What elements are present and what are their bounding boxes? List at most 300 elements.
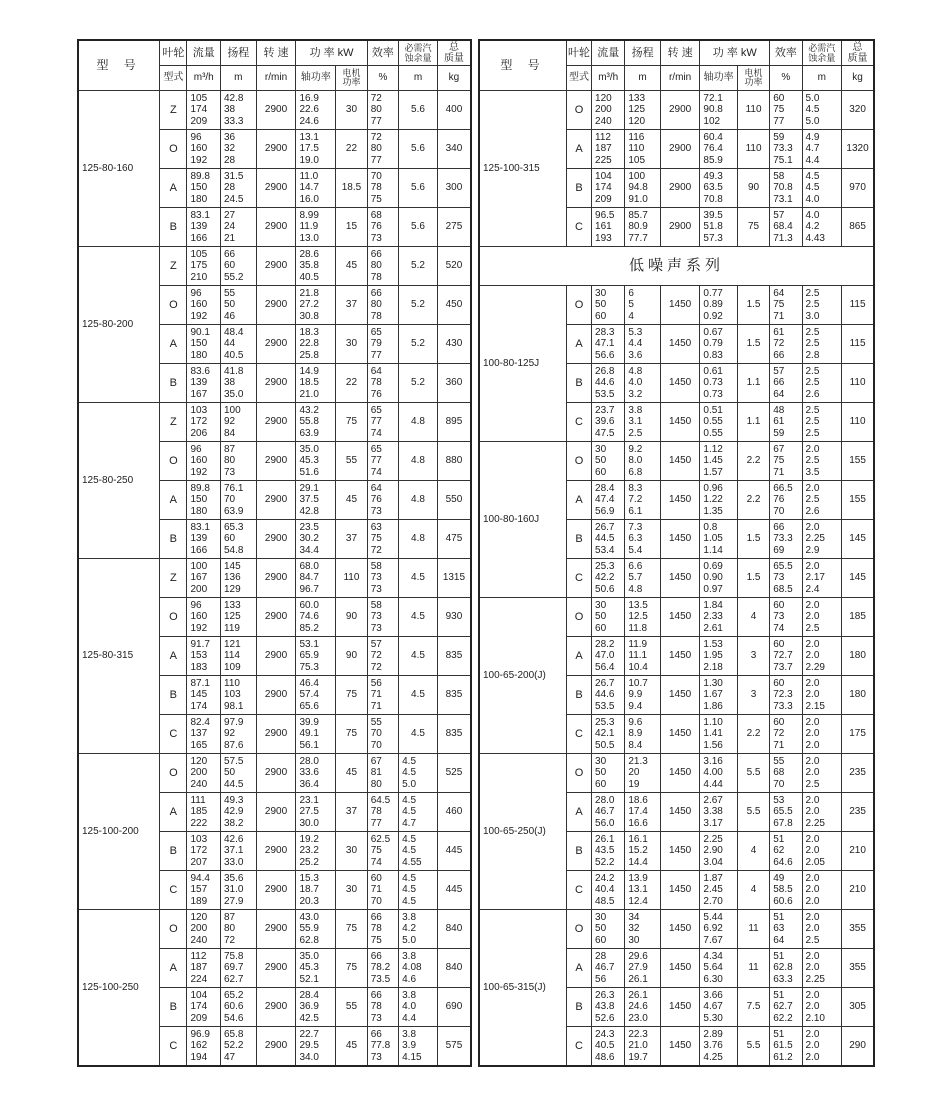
- flow-cell: 83.6 139 167: [187, 364, 221, 403]
- col-head-unit: m: [221, 66, 257, 91]
- motor-power-cell: 7.5: [737, 988, 769, 1027]
- flow-cell: 104 174 209: [187, 988, 221, 1027]
- flow-cell: 90.1 150 180: [187, 325, 221, 364]
- head-cell: 9.6 8.9 8.4: [625, 715, 660, 754]
- pump-table-left: [77, 39, 472, 1067]
- impeller-type-cell: B: [160, 988, 187, 1027]
- pump-model-cell: 100-80-160J: [479, 442, 567, 598]
- motor-power-cell: 5.5: [737, 793, 769, 832]
- motor-power-cell: 4: [737, 598, 769, 637]
- head-cell: 65.8 52.2 47: [221, 1027, 257, 1067]
- speed-cell: 2900: [256, 208, 296, 247]
- speed-cell: 1450: [660, 598, 700, 637]
- flow-cell: 24.2 40.4 48.5: [592, 871, 625, 910]
- efficiency-cell: 58 70.8 73.1: [770, 169, 802, 208]
- mass-cell: 865: [842, 208, 874, 247]
- flow-cell: 96 160 192: [187, 442, 221, 481]
- pump-model-cell: 125-80-315: [78, 559, 160, 754]
- impeller-type-cell: A: [567, 481, 592, 520]
- efficiency-cell: 72 80 77: [367, 91, 398, 130]
- npsh-cell: 5.6: [399, 91, 438, 130]
- motor-power-cell: 45: [336, 247, 367, 286]
- efficiency-cell: 55 70 70: [367, 715, 398, 754]
- shaft-power-cell: 72.1 90.8 102: [700, 91, 738, 130]
- flow-cell: 104 174 209: [592, 169, 625, 208]
- pump-table-right: [478, 39, 875, 1067]
- impeller-type-cell: C: [160, 715, 187, 754]
- npsh-cell: 4.8: [399, 403, 438, 442]
- speed-cell: 1450: [660, 325, 700, 364]
- speed-cell: 2900: [256, 91, 296, 130]
- shaft-power-cell: 28.6 35.8 40.5: [296, 247, 336, 286]
- npsh-cell: 3.8 4.2 5.0: [399, 910, 438, 949]
- efficiency-cell: 60 72.3 73.3: [770, 676, 802, 715]
- mass-cell: 430: [437, 325, 471, 364]
- motor-power-cell: 45: [336, 1027, 367, 1067]
- npsh-cell: 2.0 2.0 2.0: [802, 1027, 842, 1067]
- head-cell: 42.8 38 33.3: [221, 91, 257, 130]
- speed-cell: 2900: [256, 676, 296, 715]
- npsh-cell: 5.6: [399, 208, 438, 247]
- flow-cell: 96 160 192: [187, 598, 221, 637]
- speed-cell: 2900: [256, 520, 296, 559]
- mass-cell: 275: [437, 208, 471, 247]
- pump-model-cell: 100-80-125J: [479, 286, 567, 442]
- flow-cell: 94.4 157 189: [187, 871, 221, 910]
- mass-cell: 930: [437, 598, 471, 637]
- speed-cell: 2900: [256, 715, 296, 754]
- col-speed-unit: r/min: [256, 66, 296, 91]
- shaft-power-cell: 2.89 3.76 4.25: [700, 1027, 738, 1067]
- col-mass-header: 总 质量: [437, 40, 471, 66]
- impeller-type-cell: A: [567, 949, 592, 988]
- mass-cell: 400: [437, 91, 471, 130]
- speed-cell: 2900: [256, 910, 296, 949]
- motor-power-cell: 15: [336, 208, 367, 247]
- npsh-cell: 2.5 2.5 2.5: [802, 403, 842, 442]
- npsh-cell: 5.2: [399, 247, 438, 286]
- efficiency-cell: 57 72 72: [367, 637, 398, 676]
- efficiency-cell: 60 75 77: [770, 91, 802, 130]
- shaft-power-cell: 13.1 17.5 19.0: [296, 130, 336, 169]
- efficiency-cell: 64.5 78 77: [367, 793, 398, 832]
- efficiency-cell: 66 80 78: [367, 247, 398, 286]
- mass-cell: 180: [842, 676, 874, 715]
- npsh-cell: 2.0 2.0 2.5: [802, 910, 842, 949]
- impeller-type-cell: C: [567, 403, 592, 442]
- col-mass-unit: kg: [842, 66, 874, 91]
- mass-cell: 840: [437, 949, 471, 988]
- shaft-power-cell: 1.87 2.45 2.70: [700, 871, 738, 910]
- head-cell: 116 110 105: [625, 130, 660, 169]
- efficiency-cell: 64 76 73: [367, 481, 398, 520]
- impeller-type-cell: B: [160, 676, 187, 715]
- impeller-type-cell: B: [567, 676, 592, 715]
- mass-cell: 895: [437, 403, 471, 442]
- pump-model-cell: 125-80-200: [78, 247, 160, 403]
- mass-cell: 525: [437, 754, 471, 793]
- impeller-type-cell: C: [160, 1027, 187, 1067]
- col-model-header: 型 号: [78, 40, 160, 91]
- mass-cell: 305: [842, 988, 874, 1027]
- section-row: [479, 247, 874, 286]
- npsh-cell: 2.0 2.0 2.5: [802, 754, 842, 793]
- impeller-type-cell: A: [160, 637, 187, 676]
- mass-cell: 110: [842, 403, 874, 442]
- shaft-power-cell: 43.0 55.9 62.8: [296, 910, 336, 949]
- section-title: 低噪声系列: [479, 247, 874, 286]
- mass-cell: 575: [437, 1027, 471, 1067]
- col-npsh-header: 必需汽 蚀余量: [802, 40, 842, 66]
- npsh-cell: 4.8: [399, 481, 438, 520]
- efficiency-cell: 60 73 74: [770, 598, 802, 637]
- npsh-cell: 2.0 2.0 2.0: [802, 871, 842, 910]
- efficiency-cell: 64 75 71: [770, 286, 802, 325]
- shaft-power-cell: 0.51 0.55 0.55: [700, 403, 738, 442]
- motor-power-cell: 3: [737, 676, 769, 715]
- speed-cell: 2900: [256, 637, 296, 676]
- speed-cell: 2900: [256, 403, 296, 442]
- speed-cell: 1450: [660, 949, 700, 988]
- efficiency-cell: 58 73 73: [367, 598, 398, 637]
- impeller-type-cell: C: [567, 208, 592, 247]
- motor-power-cell: 30: [336, 325, 367, 364]
- impeller-type-cell: O: [567, 598, 592, 637]
- impeller-type-cell: O: [160, 286, 187, 325]
- motor-power-cell: 1.5: [737, 559, 769, 598]
- shaft-power-cell: 35.0 45.3 51.6: [296, 442, 336, 481]
- impeller-type-cell: A: [160, 325, 187, 364]
- head-cell: 6.6 5.7 4.8: [625, 559, 660, 598]
- col-impeller-sub: 型式: [160, 66, 187, 91]
- impeller-type-cell: Z: [160, 91, 187, 130]
- col-flow-unit: m³/h: [187, 66, 221, 91]
- efficiency-cell: 70 78 75: [367, 169, 398, 208]
- shaft-power-cell: 29.1 37.5 42.8: [296, 481, 336, 520]
- table-row: [78, 559, 471, 598]
- npsh-cell: 2.0 2.5 2.6: [802, 481, 842, 520]
- mass-cell: 235: [842, 793, 874, 832]
- npsh-cell: 2.0 2.0 2.15: [802, 676, 842, 715]
- shaft-power-cell: 0.61 0.73 0.73: [700, 364, 738, 403]
- motor-power-cell: 22: [336, 364, 367, 403]
- head-cell: 26.1 24.6 23.0: [625, 988, 660, 1027]
- efficiency-cell: 51 61.5 61.2: [770, 1027, 802, 1067]
- impeller-type-cell: C: [567, 715, 592, 754]
- impeller-type-cell: O: [160, 598, 187, 637]
- col-flow-header: 流量: [592, 40, 625, 66]
- shaft-power-cell: 1.53 1.95 2.18: [700, 637, 738, 676]
- efficiency-cell: 53 65.5 67.8: [770, 793, 802, 832]
- impeller-type-cell: B: [567, 988, 592, 1027]
- efficiency-cell: 58 73 73: [367, 559, 398, 598]
- flow-cell: 105 174 209: [187, 91, 221, 130]
- efficiency-cell: 66 78 73: [367, 988, 398, 1027]
- npsh-cell: 4.8: [399, 442, 438, 481]
- col-eff-unit: %: [770, 66, 802, 91]
- speed-cell: 2900: [256, 130, 296, 169]
- col-power-header: 功 率 kW: [700, 40, 770, 66]
- npsh-cell: 2.5 2.5 3.0: [802, 286, 842, 325]
- shaft-power-cell: 3.16 4.00 4.44: [700, 754, 738, 793]
- impeller-type-cell: B: [160, 832, 187, 871]
- motor-power-cell: 45: [336, 754, 367, 793]
- motor-power-cell: 90: [336, 598, 367, 637]
- head-cell: 65.2 60.6 54.6: [221, 988, 257, 1027]
- npsh-cell: 5.2: [399, 286, 438, 325]
- head-cell: 6 5 4: [625, 286, 660, 325]
- npsh-cell: 4.0 4.2 4.43: [802, 208, 842, 247]
- flow-cell: 26.8 44.6 53.5: [592, 364, 625, 403]
- head-cell: 35.6 31.0 27.9: [221, 871, 257, 910]
- shaft-power-cell: 0.96 1.22 1.35: [700, 481, 738, 520]
- npsh-cell: 2.0 2.25 2.9: [802, 520, 842, 559]
- table-row: [479, 91, 874, 130]
- mass-cell: 145: [842, 520, 874, 559]
- pump-model-cell: 100-65-315(J): [479, 910, 567, 1067]
- flow-cell: 100 167 200: [187, 559, 221, 598]
- shaft-power-cell: 15.3 18.7 20.3: [296, 871, 336, 910]
- head-cell: 75.8 69.7 62.7: [221, 949, 257, 988]
- speed-cell: 1450: [660, 793, 700, 832]
- efficiency-cell: 66 78 75: [367, 910, 398, 949]
- pump-model-cell: 100-65-250(J): [479, 754, 567, 910]
- col-shaft-power: 轴功率: [700, 66, 738, 91]
- speed-cell: 2900: [256, 325, 296, 364]
- flow-cell: 111 185 222: [187, 793, 221, 832]
- mass-cell: 445: [437, 871, 471, 910]
- mass-cell: 175: [842, 715, 874, 754]
- speed-cell: 2900: [256, 559, 296, 598]
- motor-power-cell: 2.2: [737, 715, 769, 754]
- speed-cell: 2900: [256, 871, 296, 910]
- speed-cell: 1450: [660, 520, 700, 559]
- npsh-cell: 2.0 2.5 3.5: [802, 442, 842, 481]
- shaft-power-cell: 68.0 84.7 96.7: [296, 559, 336, 598]
- flow-cell: 30 50 60: [592, 910, 625, 949]
- impeller-type-cell: O: [160, 910, 187, 949]
- head-cell: 27 24 21: [221, 208, 257, 247]
- motor-power-cell: 90: [336, 637, 367, 676]
- head-cell: 76.1 70 63.9: [221, 481, 257, 520]
- shaft-power-cell: 5.44 6.92 7.67: [700, 910, 738, 949]
- head-cell: 100 92 84: [221, 403, 257, 442]
- speed-cell: 2900: [256, 1027, 296, 1067]
- impeller-type-cell: O: [567, 442, 592, 481]
- mass-cell: 355: [842, 949, 874, 988]
- impeller-type-cell: A: [160, 169, 187, 208]
- flow-cell: 87.1 145 174: [187, 676, 221, 715]
- mass-cell: 145: [842, 559, 874, 598]
- flow-cell: 120 200 240: [592, 91, 625, 130]
- motor-power-cell: 75: [737, 208, 769, 247]
- flow-cell: 83.1 139 166: [187, 208, 221, 247]
- speed-cell: 2900: [256, 793, 296, 832]
- efficiency-cell: 56 71 71: [367, 676, 398, 715]
- head-cell: 13.5 12.5 11.8: [625, 598, 660, 637]
- col-mass-unit: kg: [437, 66, 471, 91]
- head-cell: 11.9 11.1 10.4: [625, 637, 660, 676]
- efficiency-cell: 60 72.7 73.7: [770, 637, 802, 676]
- flow-cell: 91.7 153 183: [187, 637, 221, 676]
- col-eff-header: 效率: [367, 40, 398, 66]
- head-cell: 121 114 109: [221, 637, 257, 676]
- mass-cell: 450: [437, 286, 471, 325]
- speed-cell: 2900: [256, 286, 296, 325]
- col-flow-header: 流量: [187, 40, 221, 66]
- impeller-type-cell: A: [160, 481, 187, 520]
- head-cell: 66 60 55.2: [221, 247, 257, 286]
- motor-power-cell: 110: [737, 130, 769, 169]
- impeller-type-cell: B: [567, 520, 592, 559]
- shaft-power-cell: 1.10 1.41 1.56: [700, 715, 738, 754]
- flow-cell: 96.9 162 194: [187, 1027, 221, 1067]
- flow-cell: 26.1 43.5 52.2: [592, 832, 625, 871]
- speed-cell: 2900: [660, 91, 700, 130]
- impeller-type-cell: A: [567, 793, 592, 832]
- motor-power-cell: 2.2: [737, 481, 769, 520]
- efficiency-cell: 65.5 73 68.5: [770, 559, 802, 598]
- flow-cell: 30 50 60: [592, 442, 625, 481]
- head-cell: 41.8 38 35.0: [221, 364, 257, 403]
- efficiency-cell: 51 62.7 62.2: [770, 988, 802, 1027]
- pump-model-cell: 125-100-315: [479, 91, 567, 247]
- table-row: [78, 910, 471, 949]
- mass-cell: 110: [842, 364, 874, 403]
- speed-cell: 2900: [256, 364, 296, 403]
- motor-power-cell: 75: [336, 910, 367, 949]
- impeller-type-cell: B: [160, 364, 187, 403]
- npsh-cell: 2.0 2.0 2.25: [802, 949, 842, 988]
- head-cell: 21.3 20 19: [625, 754, 660, 793]
- npsh-cell: 2.5 2.5 2.8: [802, 325, 842, 364]
- impeller-type-cell: B: [567, 364, 592, 403]
- shaft-power-cell: 60.4 76.4 85.9: [700, 130, 738, 169]
- efficiency-cell: 65 77 74: [367, 403, 398, 442]
- efficiency-cell: 66 80 78: [367, 286, 398, 325]
- npsh-cell: 4.5 4.5 4.0: [802, 169, 842, 208]
- flow-cell: 105 175 210: [187, 247, 221, 286]
- speed-cell: 2900: [256, 169, 296, 208]
- npsh-cell: 2.0 2.0 2.10: [802, 988, 842, 1027]
- speed-cell: 1450: [660, 832, 700, 871]
- head-cell: 49.3 42.9 38.2: [221, 793, 257, 832]
- npsh-cell: 2.0 2.0 2.0: [802, 715, 842, 754]
- table-row: [78, 403, 471, 442]
- head-cell: 8.3 7.2 6.1: [625, 481, 660, 520]
- col-npsh-unit: m: [802, 66, 842, 91]
- speed-cell: 1450: [660, 286, 700, 325]
- motor-power-cell: 110: [336, 559, 367, 598]
- motor-power-cell: 75: [336, 403, 367, 442]
- efficiency-cell: 51 62 64.6: [770, 832, 802, 871]
- npsh-cell: 5.6: [399, 169, 438, 208]
- shaft-power-cell: 35.0 45.3 52.1: [296, 949, 336, 988]
- pump-model-cell: 125-80-160: [78, 91, 160, 247]
- shaft-power-cell: 11.0 14.7 16.0: [296, 169, 336, 208]
- head-cell: 133 125 119: [221, 598, 257, 637]
- flow-cell: 23.7 39.6 47.5: [592, 403, 625, 442]
- efficiency-cell: 62.5 75 74: [367, 832, 398, 871]
- impeller-type-cell: Z: [160, 247, 187, 286]
- flow-cell: 112 187 224: [187, 949, 221, 988]
- efficiency-cell: 66 77.8 73: [367, 1027, 398, 1067]
- col-eff-header: 效率: [770, 40, 802, 66]
- shaft-power-cell: 2.67 3.38 3.17: [700, 793, 738, 832]
- motor-power-cell: 1.1: [737, 364, 769, 403]
- flow-cell: 26.3 43.8 52.6: [592, 988, 625, 1027]
- efficiency-cell: 61 72 66: [770, 325, 802, 364]
- head-cell: 55 50 46: [221, 286, 257, 325]
- npsh-cell: 3.8 3.9 4.15: [399, 1027, 438, 1067]
- motor-power-cell: 75: [336, 949, 367, 988]
- motor-power-cell: 90: [737, 169, 769, 208]
- shaft-power-cell: 22.7 29.5 34.0: [296, 1027, 336, 1067]
- head-cell: 57.5 50 44.5: [221, 754, 257, 793]
- impeller-type-cell: B: [567, 169, 592, 208]
- head-cell: 7.3 6.3 5.4: [625, 520, 660, 559]
- shaft-power-cell: 21.8 27.2 30.8: [296, 286, 336, 325]
- mass-cell: 155: [842, 442, 874, 481]
- head-cell: 85.7 80.9 77.7: [625, 208, 660, 247]
- mass-cell: 355: [842, 910, 874, 949]
- shaft-power-cell: 49.3 63.5 70.8: [700, 169, 738, 208]
- impeller-type-cell: C: [567, 559, 592, 598]
- flow-cell: 30 50 60: [592, 754, 625, 793]
- flow-cell: 120 200 240: [187, 910, 221, 949]
- speed-cell: 2900: [256, 598, 296, 637]
- motor-power-cell: 18.5: [336, 169, 367, 208]
- impeller-type-cell: O: [567, 286, 592, 325]
- col-mass-header: 总 质量: [842, 40, 874, 66]
- speed-cell: 2900: [256, 754, 296, 793]
- shaft-power-cell: 2.25 2.90 3.04: [700, 832, 738, 871]
- head-cell: 48.4 44 40.5: [221, 325, 257, 364]
- col-npsh-header: 必需汽 蚀余量: [399, 40, 438, 66]
- shaft-power-cell: 18.3 22.8 25.8: [296, 325, 336, 364]
- shaft-power-cell: 39.9 49.1 56.1: [296, 715, 336, 754]
- col-impeller-header: 叶轮: [160, 40, 187, 66]
- flow-cell: 28 46.7 56: [592, 949, 625, 988]
- mass-cell: 185: [842, 598, 874, 637]
- efficiency-cell: 51 63 64: [770, 910, 802, 949]
- speed-cell: 2900: [256, 247, 296, 286]
- flow-cell: 25.3 42.2 50.6: [592, 559, 625, 598]
- impeller-type-cell: A: [160, 793, 187, 832]
- npsh-cell: 2.0 2.0 2.29: [802, 637, 842, 676]
- npsh-cell: 2.5 2.5 2.6: [802, 364, 842, 403]
- motor-power-cell: 4: [737, 871, 769, 910]
- shaft-power-cell: 0.77 0.89 0.92: [700, 286, 738, 325]
- col-npsh-unit: m: [399, 66, 438, 91]
- mass-cell: 520: [437, 247, 471, 286]
- motor-power-cell: 22: [336, 130, 367, 169]
- npsh-cell: 4.5 4.5 4.5: [399, 871, 438, 910]
- impeller-type-cell: C: [567, 871, 592, 910]
- efficiency-cell: 67 81 80: [367, 754, 398, 793]
- pump-model-cell: 125-100-200: [78, 754, 160, 910]
- shaft-power-cell: 1.12 1.45 1.57: [700, 442, 738, 481]
- shaft-power-cell: 8.99 11.9 13.0: [296, 208, 336, 247]
- impeller-type-cell: O: [160, 442, 187, 481]
- shaft-power-cell: 1.30 1.67 1.86: [700, 676, 738, 715]
- speed-cell: 2900: [256, 988, 296, 1027]
- head-cell: 133 125 120: [625, 91, 660, 130]
- efficiency-cell: 72 80 77: [367, 130, 398, 169]
- mass-cell: 835: [437, 715, 471, 754]
- shaft-power-cell: 43.2 55.8 63.9: [296, 403, 336, 442]
- npsh-cell: 4.5: [399, 598, 438, 637]
